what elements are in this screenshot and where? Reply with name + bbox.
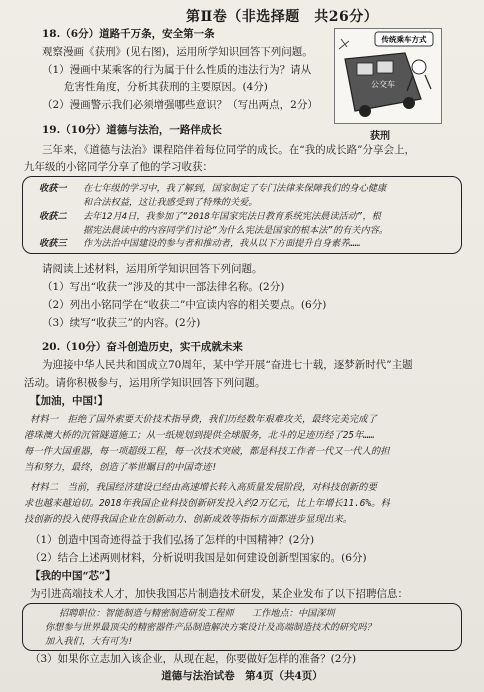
q19-intro-line2: 九年级的小铭同学分享了他的学习收获： <box>24 161 213 173</box>
q19-sub3: （3）续写“收获三”的内容。(2分) <box>42 317 201 329</box>
q19-heading: 19.（10分）道德与法治，一路伴成长 <box>42 124 222 136</box>
job-line2: 你想参与世界最顶尖的精密器件产品制造解决方案设计及高端制造技术的研究吗？ <box>45 622 376 633</box>
material2-line1: 材料二 当前，我国经济建设已经由高速增长转入高质量发展阶段，对科技创新的要 <box>30 482 377 493</box>
gain3-label: 收获三 <box>39 238 67 249</box>
material1-line2: 港珠澳大桥的沉管隧道施工；从一纸规划到提供全球服务，北斗的足迹历经了25年…… <box>24 430 375 441</box>
q20-heading: 20.（10分）奋斗创造历史，实干成就未来 <box>42 341 243 353</box>
material1-line1: 材料一 拒绝了国外索要天价技术指导费，我们历经数年艰难攻关，最终完美完成了 <box>30 414 377 425</box>
page-footer: 道德与法治试卷 第4页（共4页） <box>161 670 323 682</box>
q18-sub1-line2: 危害性角度，分析其获刑的主要原因。(4分) <box>64 81 268 93</box>
q20-intro2: 为引进高端技术人才，加快我国芯片制造技术研发，某企业发布了以下招聘信息： <box>30 588 408 600</box>
q18-sub1-line1: （1）漫画中某乘客的行为属于什么性质的违法行为？请从 <box>42 64 312 76</box>
material1-line4: 当和努力，最终，创造了举世瞩目的中国奇迹! <box>24 462 218 473</box>
q18-heading: 18.（6分）道路千万条，安全第一条 <box>42 28 215 40</box>
gain1-label: 收获一 <box>39 183 67 194</box>
gain1-line2: 和合法权益，这让我感受到了特殊的关爱。 <box>83 197 258 208</box>
job-line1: 招聘职位：智能制造与精密制造研发工程师 工作地点：中国深圳 <box>59 608 335 619</box>
q19-sub2: （2）列出小铭同学在“收获二”中宣读内容的相关要点。(6分) <box>42 299 327 311</box>
cartoon-illustration <box>335 29 441 123</box>
material1-line3: 每一件大国重器，每一项超级工程，每一次技术突破，都是科技工作者一代又一代人的担 <box>24 446 390 457</box>
q19-sub1: （1）写出“收获一”涉及的其中一部法律名称。(2分) <box>42 281 285 293</box>
q20-intro-line2: 活动。请你积极参与，运用所学知识回答下列问题。 <box>24 377 266 389</box>
q19-gains-box <box>22 176 462 254</box>
cartoon-sign-text: 传统乘车方式 <box>381 35 427 44</box>
q20-sub3: （3）如果你立志加入该企业，从现在起，你要做好怎样的准备？(2分) <box>30 653 357 665</box>
gain2-line1: 去年12月4日，我参加了“2018年国家宪法日教育系统宪法晨读活动”，根 <box>83 211 381 222</box>
job-posting-box <box>22 603 462 651</box>
q18-intro: 观察漫画《获刑》(见右图)，运用所学知识回答下列问题。 <box>42 46 313 58</box>
cartoon-image <box>334 28 442 124</box>
q20-sub2: （2）结合上述两则材料，分析说明我国是如何建设创新型国家的。(6分) <box>30 552 367 564</box>
section-title: 第Ⅱ卷（非选择题 共26分） <box>186 9 379 25</box>
q20-section-1: 【加油，中国!】 <box>30 395 109 407</box>
q20-sub1: （1）创造中国奇迹得益于我们弘扬了怎样的中国精神？(2分) <box>30 534 315 546</box>
material2-line2: 求也越来越迫切。2018年我国企业科技创新研发投入约2万亿元，比上年增长11.6%。科 <box>24 498 390 509</box>
gain2-line2: 据宪法晨读中的内容同学们讨论“为什么宪法是国家的根本法”的有关内容。 <box>83 225 389 236</box>
q19-ask: 请阅读上述材料，运用所学知识回答下列问题。 <box>42 263 263 275</box>
gain2-label: 收获二 <box>39 211 67 222</box>
cartoon-caption: 获刑 <box>370 131 390 142</box>
cartoon-bus-text: 公交车 <box>371 80 395 89</box>
material2-line3: 技创新的投入使得我国企业在创新动力、创新成效等指标方面都进步显现出来。 <box>24 514 353 525</box>
job-line3: 加入我们，大有可为! <box>45 636 134 647</box>
q19-intro-line1: 三年来，《道德与法治》课程陪伴着每位同学的成长。在“我的成长路”分享会上， <box>42 144 415 156</box>
gain1-line1: 在七年级的学习中，我了解到，国家制定了专门法律来保障我们的身心健康 <box>83 183 387 194</box>
q20-intro-line1: 为迎接中华人民共和国成立70周年，某中学开展“奋进七十载，逐梦新时代”主题 <box>42 359 413 371</box>
q20-section-2: 【我的中国“芯”】 <box>30 570 116 582</box>
gain3-line1: 作为法治中国建设的参与者和推动者，我从以下方面提升自身素养…… <box>83 238 361 249</box>
q18-sub2: （2）漫画警示我们必须增强哪些意识？（写出两点，2分） <box>42 99 318 111</box>
